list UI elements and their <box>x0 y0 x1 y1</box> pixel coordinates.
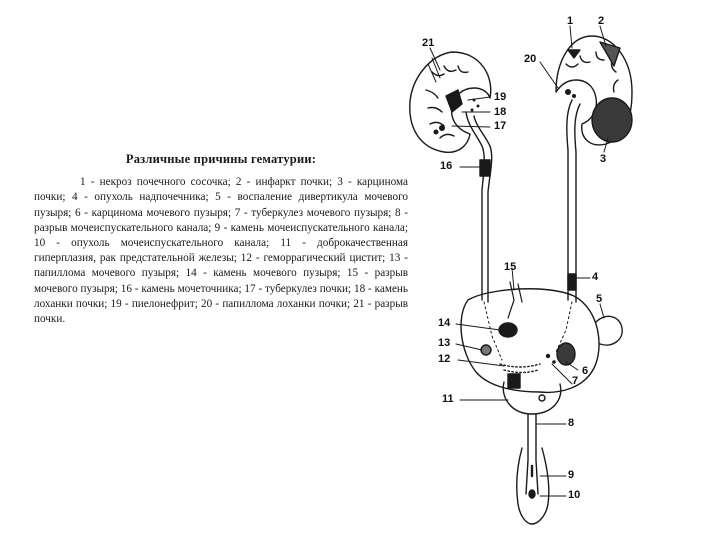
penis <box>517 448 549 524</box>
label-10: 10 <box>568 489 581 501</box>
label-2: 2 <box>598 15 605 27</box>
label-1: 1 <box>567 15 574 27</box>
caption-body: 1 - некроз почечного сосочка; 2 - инфаркт почки; 3 - карцинома почки; 4 - опухоль надпочечника; 5 - воспаление дивертикула мочевого пузыря; 6 - карцинома мочевого пузыря; 7 - туберкулез мочевого пузыря; 8 - разрыв мочеиспускательного канала; 9 - камень мочеиспускательного канала; 10 - опухоль мочеиспускательного канала; 11 - доброкачественная гиперплазия, рак предстательной железы; 12 - геморрагический цистит; 13 - папиллома мочевого пузыря; 14 - камень мочевого пузыря; 15 - разрыв мочевого пузыря; 16 - камень мочеточника; 17 - туберкулез почки; 18 - камень лоханки почки; 19 - пиелонефрит; 20 - папиллома лоханки почки; 21 - разрыв почки. <box>34 176 408 326</box>
label-15: 15 <box>504 261 517 273</box>
label-16: 16 <box>440 160 453 172</box>
label-14: 14 <box>438 317 451 329</box>
right-ureter <box>567 100 580 302</box>
prostate <box>503 374 561 414</box>
label-3: 3 <box>600 153 607 165</box>
label-6: 6 <box>582 365 589 377</box>
label-7: 7 <box>572 375 579 387</box>
left-kidney <box>410 52 491 152</box>
label-13: 13 <box>438 337 451 349</box>
urethra <box>526 414 538 498</box>
label-18: 18 <box>494 106 507 118</box>
bladder-diverticulum <box>596 316 622 345</box>
label-5: 5 <box>596 293 603 305</box>
label-19: 19 <box>494 91 507 103</box>
left-ureter <box>466 112 492 302</box>
label-20: 20 <box>524 53 537 65</box>
label-11: 11 <box>442 393 454 405</box>
label-4: 4 <box>592 271 599 283</box>
label-21: 21 <box>422 37 435 49</box>
label-12: 12 <box>438 353 451 365</box>
label-17: 17 <box>494 120 507 132</box>
label-9: 9 <box>568 469 575 481</box>
caption-title: Различные причины гематурии: <box>125 152 317 166</box>
label-8: 8 <box>568 417 575 429</box>
